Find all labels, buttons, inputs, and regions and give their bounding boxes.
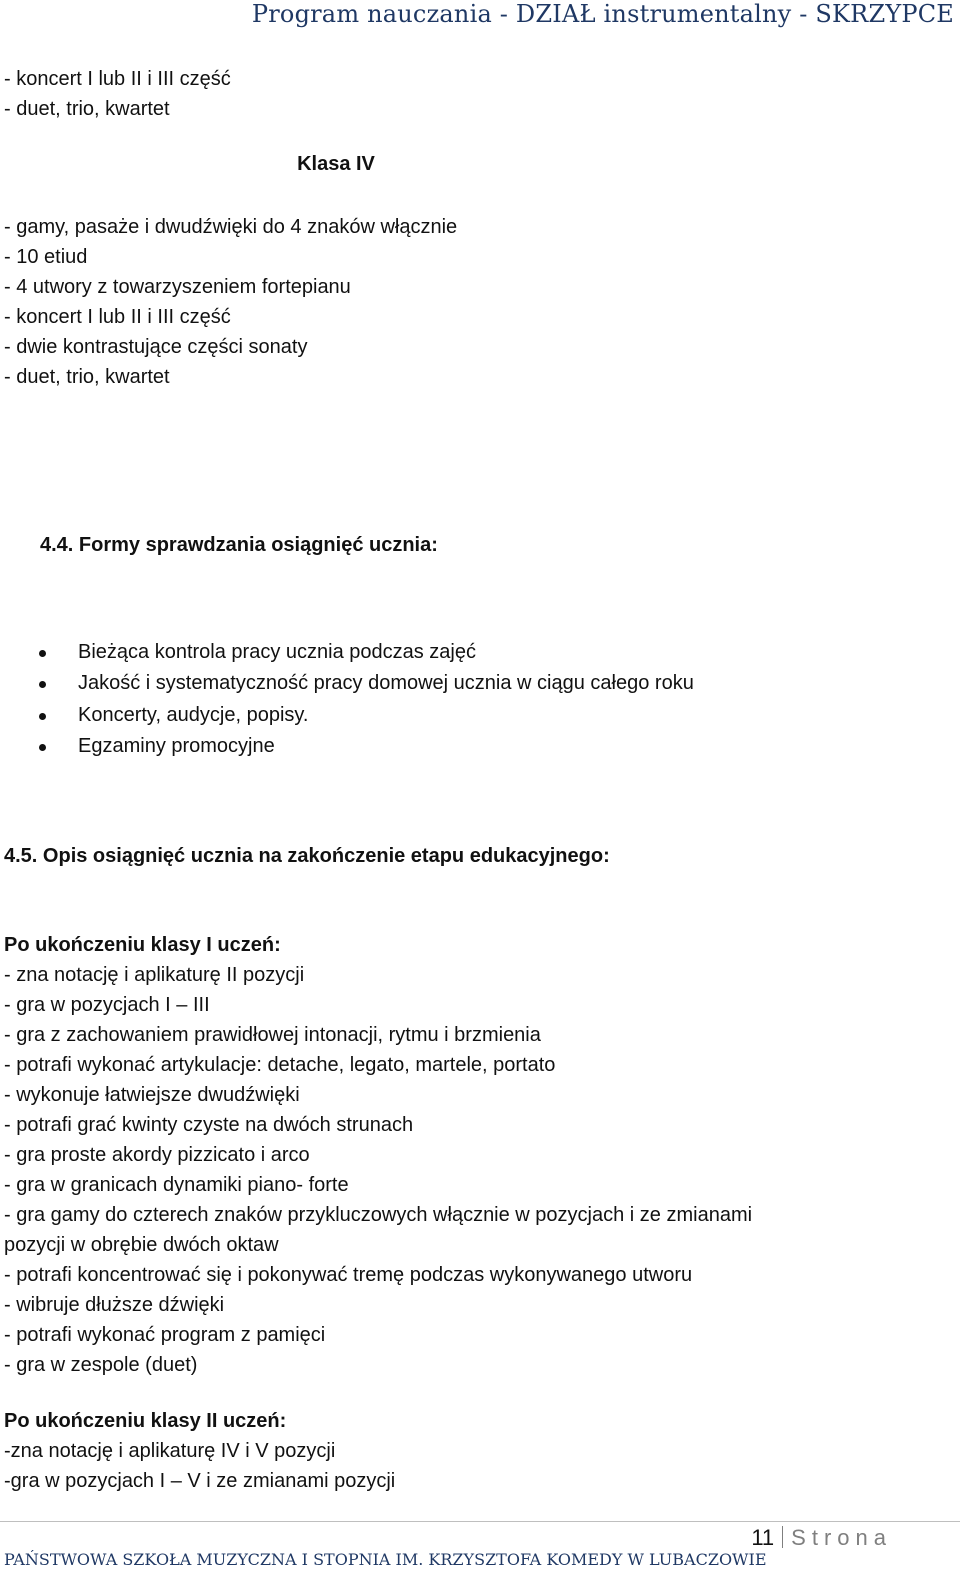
list-item [0,637,694,668]
school-name: PAŃSTWOWA SZKOŁA MUZYCZNA I STOPNIA IM. KRZYSZTOFA KOMEDY W LUBACZOWIE [4,1550,767,1569]
list-item: - gra proste akordy pizzicato i arco [4,1144,310,1166]
list-item: - wykonuje łatwiejsze dwudźwięki [4,1084,300,1106]
klasa-iv-heading: Klasa IV [297,153,375,175]
list-item: - 4 utwory z towarzyszeniem fortepianu [4,276,351,298]
list-item: - duet, trio, kwartet [4,366,170,388]
forms-list [0,637,694,762]
bullet-icon [39,744,46,751]
list-item: - gamy, pasaże i dwudźwięki do 4 znaków włącznie [4,216,458,238]
list-item: - gra w granicach dynamiki piano- forte [4,1174,349,1196]
list-item: - potrafi wykonać program z pamięci [4,1324,326,1346]
top-list [4,64,231,124]
klasa-ii-block [4,1406,395,1496]
list-item: - koncert I lub II i III część [4,68,231,90]
list-item: - gra z zachowaniem prawidłowej intonacji, rytmu i brzmienia [4,1024,541,1046]
list-item [0,700,694,731]
klasa-i-block [4,930,752,1380]
page-number-separator [782,1526,783,1548]
list-item: - koncert I lub II i III część [4,306,231,328]
list-item: - potrafi koncentrować się i pokonywać tremę podczas wykonywanego utworu [4,1264,693,1286]
list-item-text: Koncerty, audycje, popisy. [78,703,309,726]
list-item: -zna notację i aplikaturę IV i V pozycji [4,1440,336,1462]
list-item: - gra w pozycjach I – III [4,994,210,1016]
list-item: - dwie kontrastujące części sonaty [4,336,308,358]
klasa-ii-heading: Po ukończeniu klasy II uczeń: [4,1410,287,1432]
list-item: - gra gamy do czterech znaków przykluczowych włącznie w pozycjach i ze zmianami [4,1204,753,1226]
list-item-text: Egzaminy promocyjne [78,734,275,757]
list-item: -gra w pozycjach I – V i ze zmianami pozycji [4,1470,396,1492]
list-item: - 10 etiud [4,246,88,268]
header-title: Program nauczania - DZIAŁ instrumentalny - SKRZYPCE [251,0,954,28]
section-4-4-heading: 4.4. Formy sprawdzania osiągnięć ucznia: [40,534,438,556]
list-item [0,668,694,699]
section-4-5-heading: 4.5. Opis osiągnięć ucznia na zakończenie etapu edukacyjnego: [4,845,610,867]
page-label: Strona [791,1525,892,1550]
list-item: pozycji w obrębie dwóch oktaw [4,1234,279,1256]
list-item: - wibruje dłuższe dźwięki [4,1294,225,1316]
bullet-icon [39,681,46,688]
klasa-iv-list [4,212,457,392]
list-item: - zna notację i aplikaturę II pozycji [4,964,305,986]
klasa-i-heading: Po ukończeniu klasy I uczeń: [4,934,281,956]
list-item: - potrafi wykonać artykulacje: detache, legato, martele, portato [4,1054,556,1076]
list-item: - potrafi grać kwinty czyste na dwóch strunach [4,1114,414,1136]
list-item: - duet, trio, kwartet [4,98,170,120]
page-number-value: 11 [751,1525,775,1550]
page-number [751,1522,892,1554]
list-item-text: Bieżąca kontrola pracy ucznia podczas zajęć [78,641,476,663]
bullet-icon [39,713,46,720]
list-item-text: Jakość i systematyczność pracy domowej ucznia w ciągu całego roku [78,672,694,695]
bullet-icon [39,650,46,657]
list-item: - gra w zespole (duet) [4,1354,198,1376]
list-item [0,731,694,762]
